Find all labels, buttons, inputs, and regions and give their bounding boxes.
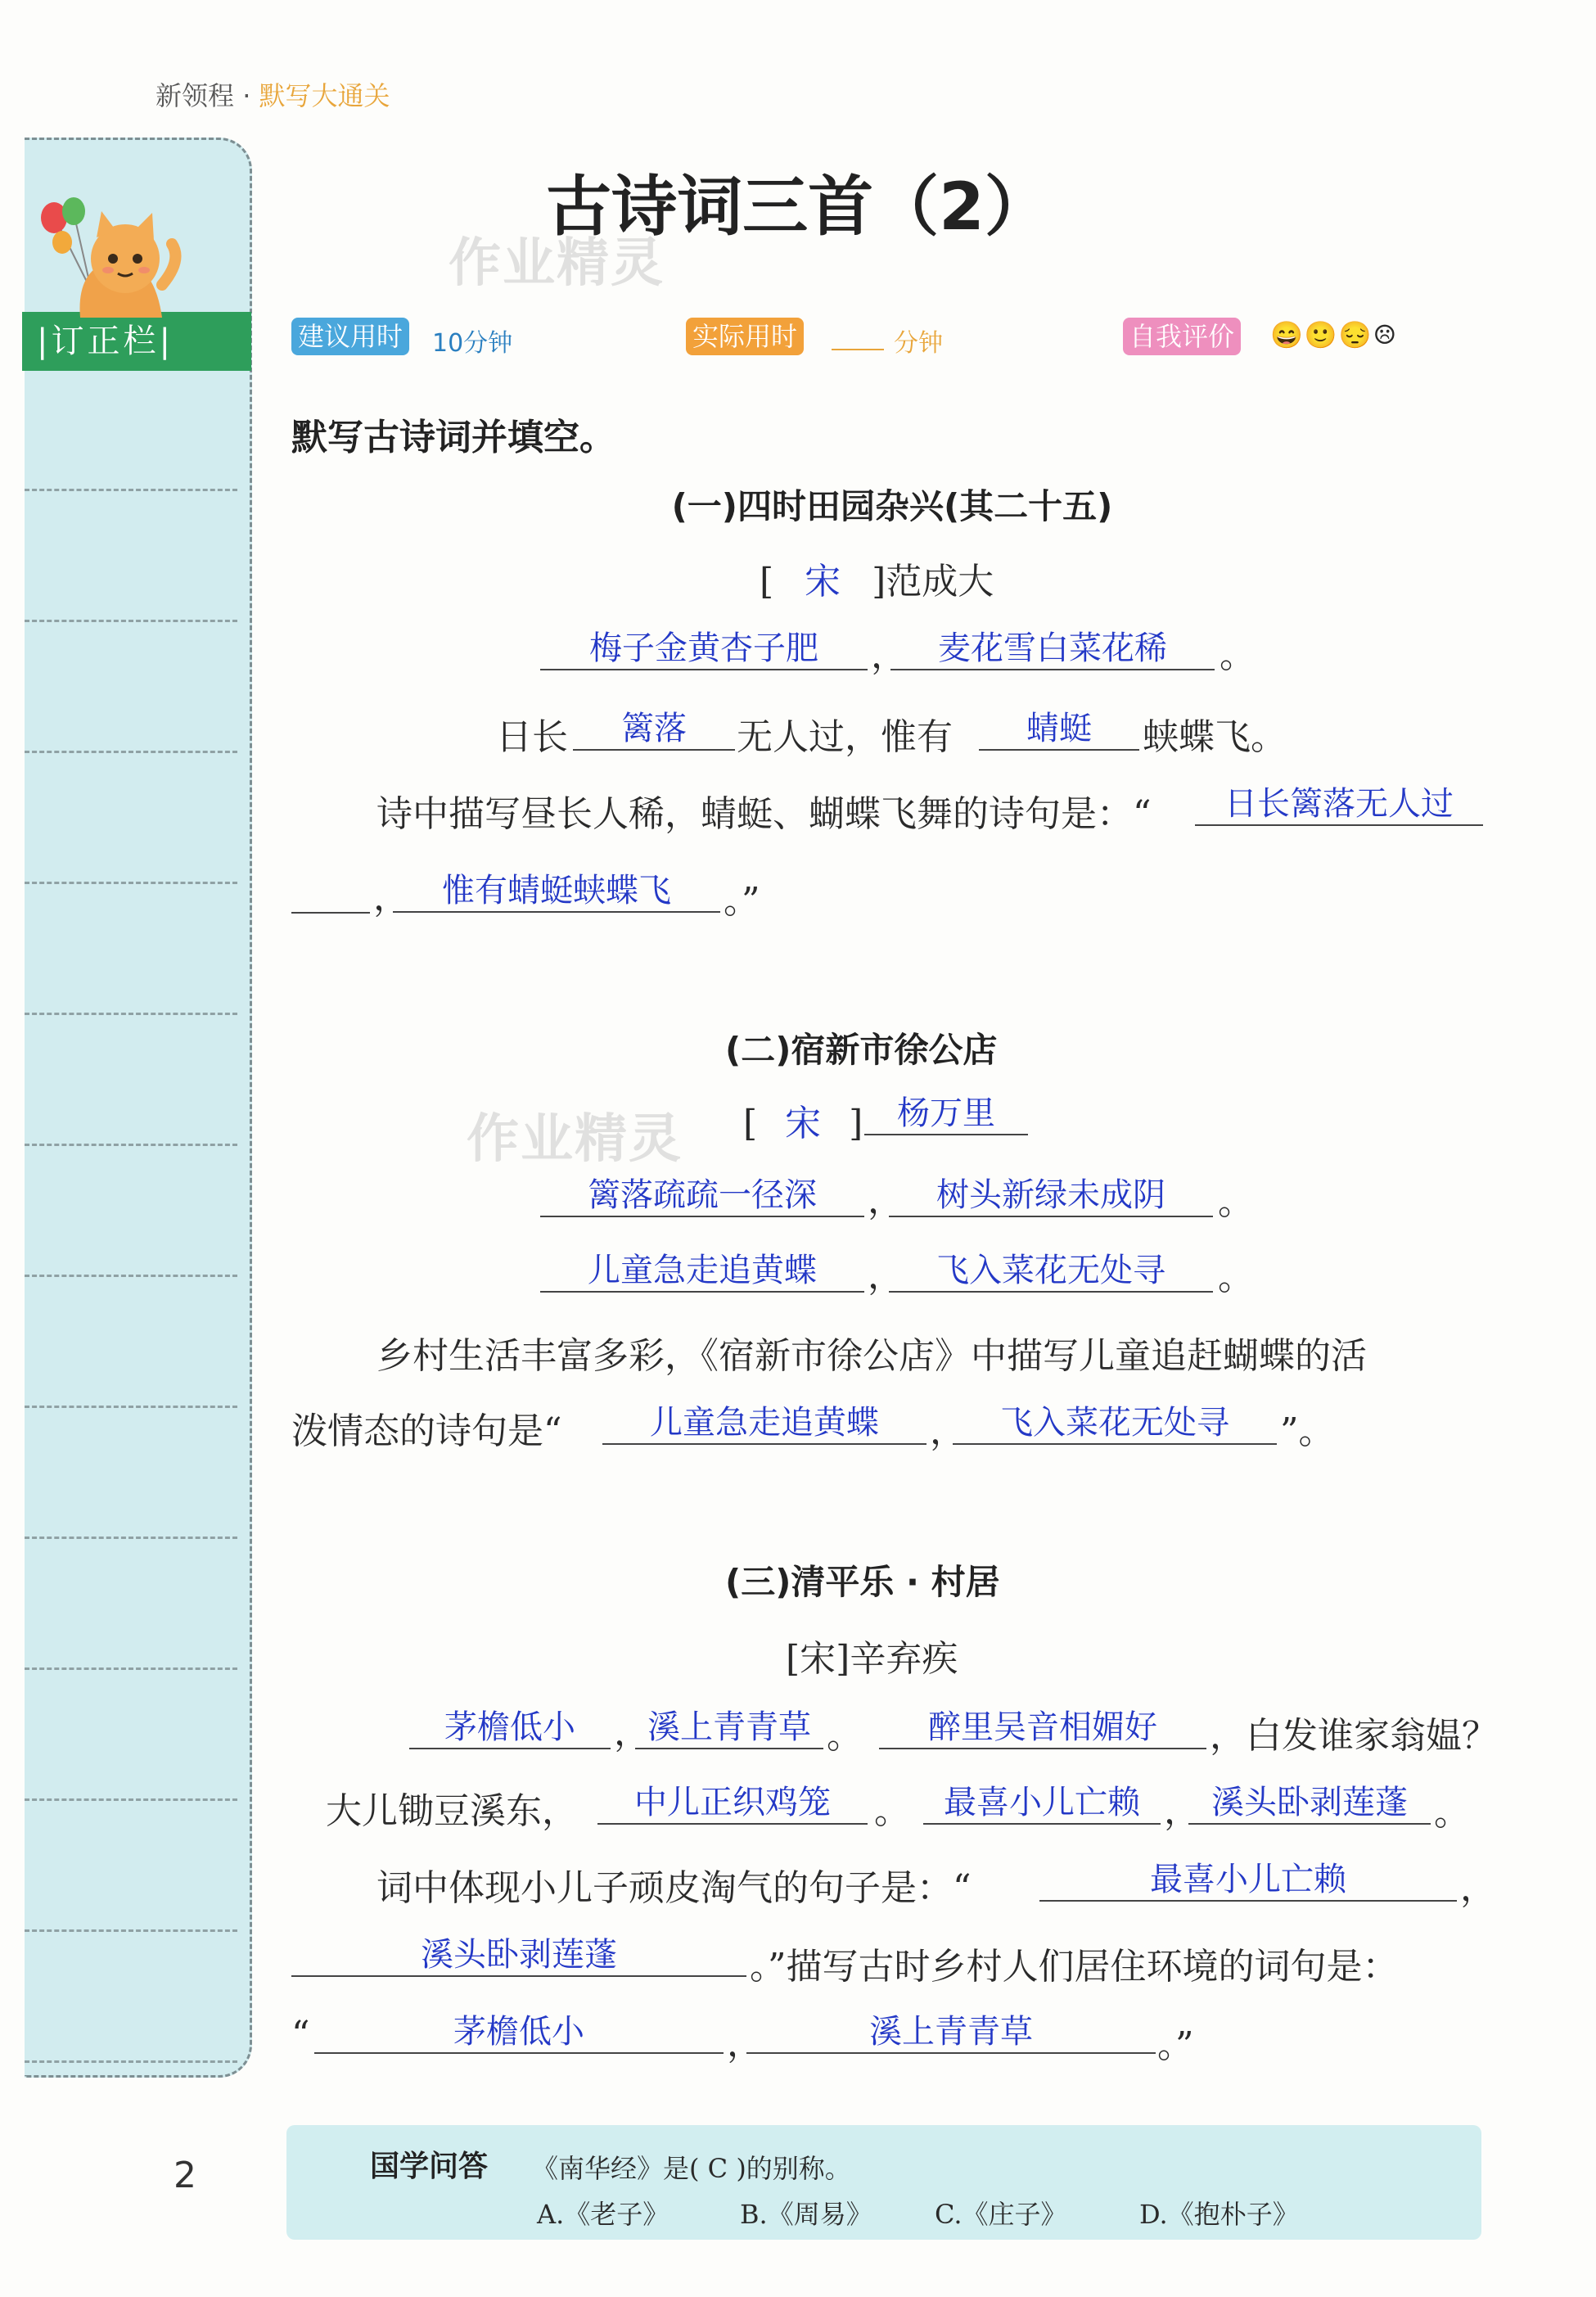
- question-text: 词中体现小儿子顽皮淘气的句子是：“: [376, 1867, 972, 1909]
- suggested-time-label: 建议用时: [291, 318, 409, 355]
- period: 。: [1218, 1181, 1254, 1223]
- correction-label: |订正栏|: [22, 312, 251, 371]
- answer-blank[interactable]: [291, 912, 370, 914]
- correction-line[interactable]: [25, 1537, 237, 1539]
- question-text: “: [291, 2014, 310, 2056]
- correction-line[interactable]: [25, 1929, 237, 1932]
- correction-line[interactable]: [25, 1667, 237, 1670]
- question-text: 乡村生活丰富多彩，《宿新市徐公店》中描写儿童追赶蝴蝶的活: [376, 1335, 1367, 1377]
- answer-blank[interactable]: 日长篱落无人过: [1195, 778, 1483, 826]
- quiz-question: 《南华经》是( C )的别称。: [532, 2153, 851, 2184]
- watermark: 作业精灵: [467, 1109, 683, 1170]
- period: 。: [827, 1715, 863, 1757]
- quiz-option-c[interactable]: C.《庄子》: [935, 2199, 1067, 2230]
- face-happy-icon[interactable]: 🙂: [1304, 319, 1339, 350]
- suggested-time-value: 10分钟: [432, 329, 513, 358]
- rating-faces[interactable]: [1270, 319, 1398, 350]
- poem1-blank[interactable]: 篱落: [573, 702, 735, 751]
- poem3-text: 大儿锄豆溪东，: [326, 1790, 578, 1832]
- answer-blank[interactable]: 溪头卧剥莲蓬: [291, 1929, 746, 1977]
- comma: ，: [727, 2023, 763, 2065]
- poem1-blank[interactable]: 麦花雪白菜花稀: [890, 622, 1215, 670]
- poem2-blank[interactable]: 儿童急走追黄蝶: [540, 1244, 864, 1293]
- poem2-blank[interactable]: 飞入菜花无处寻: [889, 1244, 1213, 1293]
- poem1-text: 日长: [496, 716, 568, 758]
- quiz-label: 国学问答: [370, 2150, 489, 2183]
- poem3-blank[interactable]: 溪头卧剥莲蓬: [1188, 1776, 1431, 1825]
- question-text: 。”: [1157, 2024, 1194, 2066]
- page-number: 2: [174, 2155, 196, 2196]
- answer-blank[interactable]: 儿童急走追黄蝶: [602, 1397, 926, 1445]
- comma: ，: [868, 1180, 904, 1221]
- period: 。: [874, 1790, 910, 1832]
- correction-line[interactable]: [25, 1406, 237, 1408]
- comma: ，: [871, 634, 907, 676]
- question-text: 诗中描写昼长人稀，蜻蜓、蝴蝶飞舞的诗句是：“: [376, 793, 1152, 835]
- poem3-byline: [宋]辛弃疾: [786, 1638, 958, 1680]
- poem2-blank[interactable]: 篱落疏疏一径深: [540, 1169, 864, 1217]
- poem3-blank[interactable]: 中儿正织鸡笼: [597, 1776, 868, 1825]
- poem1-blank[interactable]: 蜻蜓: [979, 702, 1139, 751]
- poem2-blank[interactable]: 树头新绿未成阴: [889, 1169, 1213, 1217]
- series-header: [156, 75, 390, 113]
- comma: ，: [1164, 1790, 1200, 1832]
- comma: ，: [614, 1712, 650, 1753]
- period: 。: [1218, 1257, 1254, 1298]
- comma: ，: [930, 1410, 966, 1452]
- period: 。: [1220, 634, 1256, 676]
- poem3-blank[interactable]: 最喜小儿亡赖: [923, 1776, 1161, 1825]
- face-sad-icon[interactable]: 😔: [1338, 319, 1373, 350]
- page-title: 古诗词三首（2）: [546, 169, 1050, 245]
- actual-time-label: 实际用时: [686, 318, 804, 355]
- series-name: 默写大通关: [259, 80, 390, 111]
- poem2-title: (二)宿新市徐公店: [725, 1030, 998, 1070]
- poem1-author: 范成大: [886, 561, 994, 602]
- answer-blank[interactable]: 惟有蜻蜓蛱蝶飞: [393, 864, 720, 913]
- poem1-blank[interactable]: 梅子金黄杏子肥: [540, 622, 868, 670]
- poem2-byline: [ 宋 ]: [743, 1103, 863, 1144]
- poem3-blank[interactable]: 茅檐低小: [409, 1701, 611, 1749]
- poem3-text: ，白发谁家翁媪？: [1210, 1715, 1498, 1757]
- quiz-option-b[interactable]: B.《周易》: [740, 2199, 872, 2230]
- correction-sidebar: [25, 138, 252, 2078]
- correction-line[interactable]: [25, 2060, 237, 2063]
- quiz-option-d[interactable]: D.《抱朴子》: [1139, 2199, 1299, 2230]
- face-unhappy-icon[interactable]: ☹: [1373, 319, 1399, 350]
- instruction: 默写古诗词并填空。: [291, 417, 615, 458]
- question-text: ”。: [1280, 1410, 1335, 1452]
- poem3-blank[interactable]: 溪上青青草: [635, 1701, 823, 1749]
- poem3-title: (三)清平乐 · 村居: [725, 1562, 1000, 1602]
- self-eval-label: 自我评价: [1123, 318, 1241, 355]
- correction-line[interactable]: [25, 751, 237, 753]
- actual-time-blank[interactable]: [832, 349, 884, 350]
- answer-blank[interactable]: 溪上青青草: [746, 2006, 1156, 2054]
- correction-line[interactable]: [25, 1013, 237, 1015]
- poem1-text: 无人过，惟有: [737, 716, 953, 758]
- answer-blank[interactable]: 茅檐低小: [314, 2006, 724, 2054]
- correction-line[interactable]: [25, 620, 237, 622]
- question-text: 泼情态的诗句是“: [291, 1410, 562, 1452]
- question-text: 。”: [724, 880, 760, 922]
- correction-line[interactable]: [25, 1798, 237, 1801]
- comma: ，: [373, 877, 409, 918]
- poem1-text: 蛱蝶飞。: [1143, 716, 1287, 758]
- header-separator: ·: [242, 80, 251, 111]
- poem1-byline: [ 宋 ]范成大: [760, 561, 994, 602]
- question-text: 。”描写古时乡村人们居住环境的词句是：: [750, 1946, 1399, 1988]
- poem1-dynasty: 宋: [805, 561, 841, 602]
- poem2-author-blank[interactable]: 杨万里: [864, 1087, 1028, 1135]
- actual-time-unit: 分钟: [894, 329, 943, 358]
- watermark: 作业精灵: [449, 233, 665, 294]
- comma: ，: [1460, 1867, 1496, 1909]
- correction-line[interactable]: [25, 882, 237, 884]
- comma: ，: [868, 1255, 904, 1297]
- correction-line[interactable]: [25, 1144, 237, 1146]
- brand-name: 新领程: [156, 80, 235, 111]
- period: 。: [1434, 1792, 1470, 1834]
- answer-blank[interactable]: 飞入菜花无处寻: [953, 1397, 1277, 1445]
- correction-line[interactable]: [25, 1275, 237, 1277]
- poem3-blank[interactable]: 醉里吴音相媚好: [879, 1701, 1206, 1749]
- quiz-option-a[interactable]: A.《老子》: [537, 2199, 670, 2230]
- face-very-happy-icon[interactable]: 😄: [1270, 319, 1305, 350]
- answer-blank[interactable]: 最喜小儿亡赖: [1039, 1853, 1457, 1902]
- poem1-title: (一)四时田园杂兴(其二十五): [671, 486, 1113, 526]
- poem2-dynasty: 宋: [785, 1103, 822, 1144]
